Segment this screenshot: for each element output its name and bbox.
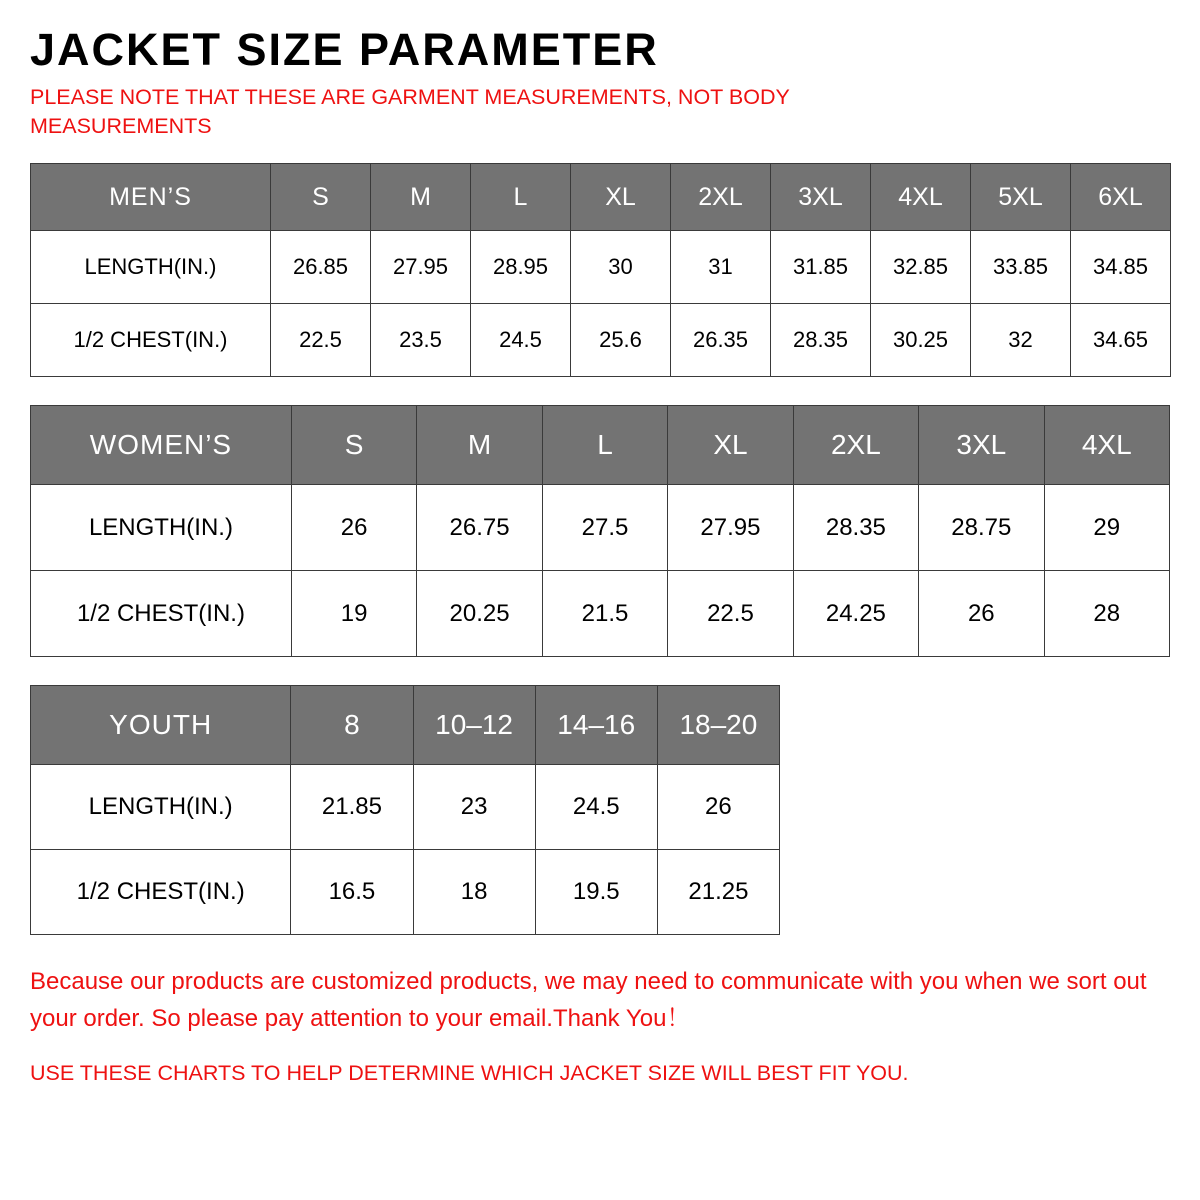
size-header-cell: 2XL bbox=[671, 164, 771, 231]
measurement-cell: 34.85 bbox=[1071, 231, 1171, 304]
womens-size-table bbox=[30, 405, 1170, 657]
table-row bbox=[31, 850, 780, 935]
size-header-cell: 3XL bbox=[771, 164, 871, 231]
measurement-cell: 33.85 bbox=[971, 231, 1071, 304]
measurement-cell: 34.65 bbox=[1071, 304, 1171, 377]
measurement-cell: 26.75 bbox=[417, 485, 542, 571]
measurement-cell: 27.95 bbox=[668, 485, 793, 571]
row-label: LENGTH(IN.) bbox=[31, 485, 292, 571]
row-label: 1/2 CHEST(IN.) bbox=[31, 304, 271, 377]
size-header-cell: S bbox=[271, 164, 371, 231]
measurement-cell: 24.25 bbox=[793, 571, 918, 657]
measurement-cell: 26 bbox=[919, 571, 1044, 657]
size-header-cell: L bbox=[471, 164, 571, 231]
measurement-cell: 22.5 bbox=[668, 571, 793, 657]
size-header-cell: 3XL bbox=[919, 406, 1044, 485]
measurement-cell: 28.35 bbox=[793, 485, 918, 571]
measurement-cell: 31.85 bbox=[771, 231, 871, 304]
measurement-cell: 23 bbox=[413, 765, 535, 850]
size-header-cell: 10–12 bbox=[413, 686, 535, 765]
size-header-cell: M bbox=[417, 406, 542, 485]
size-header-cell: 4XL bbox=[871, 164, 971, 231]
measurement-cell: 29 bbox=[1044, 485, 1169, 571]
size-header-cell: 14–16 bbox=[535, 686, 657, 765]
measurement-cell: 31 bbox=[671, 231, 771, 304]
measurement-cell: 28 bbox=[1044, 571, 1169, 657]
measurement-cell: 23.5 bbox=[371, 304, 471, 377]
table-row bbox=[31, 304, 1171, 377]
measurement-cell: 26.35 bbox=[671, 304, 771, 377]
table-row bbox=[31, 765, 780, 850]
youth-size-table bbox=[30, 685, 780, 935]
size-header-cell: S bbox=[291, 406, 416, 485]
page-title: JACKET SIZE PARAMETER bbox=[30, 24, 659, 75]
measurement-cell: 19 bbox=[291, 571, 416, 657]
size-header-cell: M bbox=[371, 164, 471, 231]
table-header-row bbox=[31, 406, 1170, 485]
measurement-note: PLEASE NOTE THAT THESE ARE GARMENT MEASUREMENTS, NOT BODY MEASUREMENTS bbox=[30, 85, 790, 139]
size-header-cell: 6XL bbox=[1071, 164, 1171, 231]
table-header-row bbox=[31, 164, 1171, 231]
mens-size-table bbox=[30, 163, 1171, 377]
measurement-cell: 30.25 bbox=[871, 304, 971, 377]
measurement-cell: 20.25 bbox=[417, 571, 542, 657]
row-label: 1/2 CHEST(IN.) bbox=[31, 571, 292, 657]
measurement-cell: 21.5 bbox=[542, 571, 667, 657]
measurement-cell: 27.5 bbox=[542, 485, 667, 571]
row-label: LENGTH(IN.) bbox=[31, 765, 291, 850]
measurement-cell: 24.5 bbox=[535, 765, 657, 850]
measurement-cell: 28.95 bbox=[471, 231, 571, 304]
measurement-cell: 32.85 bbox=[871, 231, 971, 304]
table-header-row bbox=[31, 686, 780, 765]
youth-header-label: YOUTH bbox=[31, 686, 291, 765]
size-header-cell: 4XL bbox=[1044, 406, 1169, 485]
measurement-cell: 16.5 bbox=[291, 850, 413, 935]
measurement-cell: 19.5 bbox=[535, 850, 657, 935]
measurement-cell: 32 bbox=[971, 304, 1071, 377]
chart-usage-notice: USE THESE CHARTS TO HELP DETERMINE WHICH JACKET SIZE WILL BEST FIT YOU. bbox=[30, 1060, 909, 1085]
measurement-cell: 22.5 bbox=[271, 304, 371, 377]
womens-header-label: WOMEN’S bbox=[31, 406, 292, 485]
measurement-cell: 26.85 bbox=[271, 231, 371, 304]
mens-header-label: MEN’S bbox=[31, 164, 271, 231]
size-header-cell: L bbox=[542, 406, 667, 485]
measurement-cell: 26 bbox=[657, 765, 779, 850]
size-header-cell: 5XL bbox=[971, 164, 1071, 231]
measurement-cell: 27.95 bbox=[371, 231, 471, 304]
measurement-cell: 30 bbox=[571, 231, 671, 304]
size-header-cell: 2XL bbox=[793, 406, 918, 485]
size-header-cell: 8 bbox=[291, 686, 413, 765]
size-header-cell: XL bbox=[571, 164, 671, 231]
customization-notice: Because our products are customized products, we may need to communicate with you when we sort out your order. So please pay attention to your email.Thank You！ bbox=[30, 968, 1147, 1033]
measurement-cell: 21.85 bbox=[291, 765, 413, 850]
measurement-cell: 21.25 bbox=[657, 850, 779, 935]
size-header-cell: 18–20 bbox=[657, 686, 779, 765]
row-label: 1/2 CHEST(IN.) bbox=[31, 850, 291, 935]
table-row bbox=[31, 231, 1171, 304]
measurement-cell: 24.5 bbox=[471, 304, 571, 377]
table-row bbox=[31, 485, 1170, 571]
size-header-cell: XL bbox=[668, 406, 793, 485]
table-row bbox=[31, 571, 1170, 657]
measurement-cell: 25.6 bbox=[571, 304, 671, 377]
measurement-cell: 28.35 bbox=[771, 304, 871, 377]
measurement-cell: 28.75 bbox=[919, 485, 1044, 571]
row-label: LENGTH(IN.) bbox=[31, 231, 271, 304]
measurement-cell: 26 bbox=[291, 485, 416, 571]
measurement-cell: 18 bbox=[413, 850, 535, 935]
